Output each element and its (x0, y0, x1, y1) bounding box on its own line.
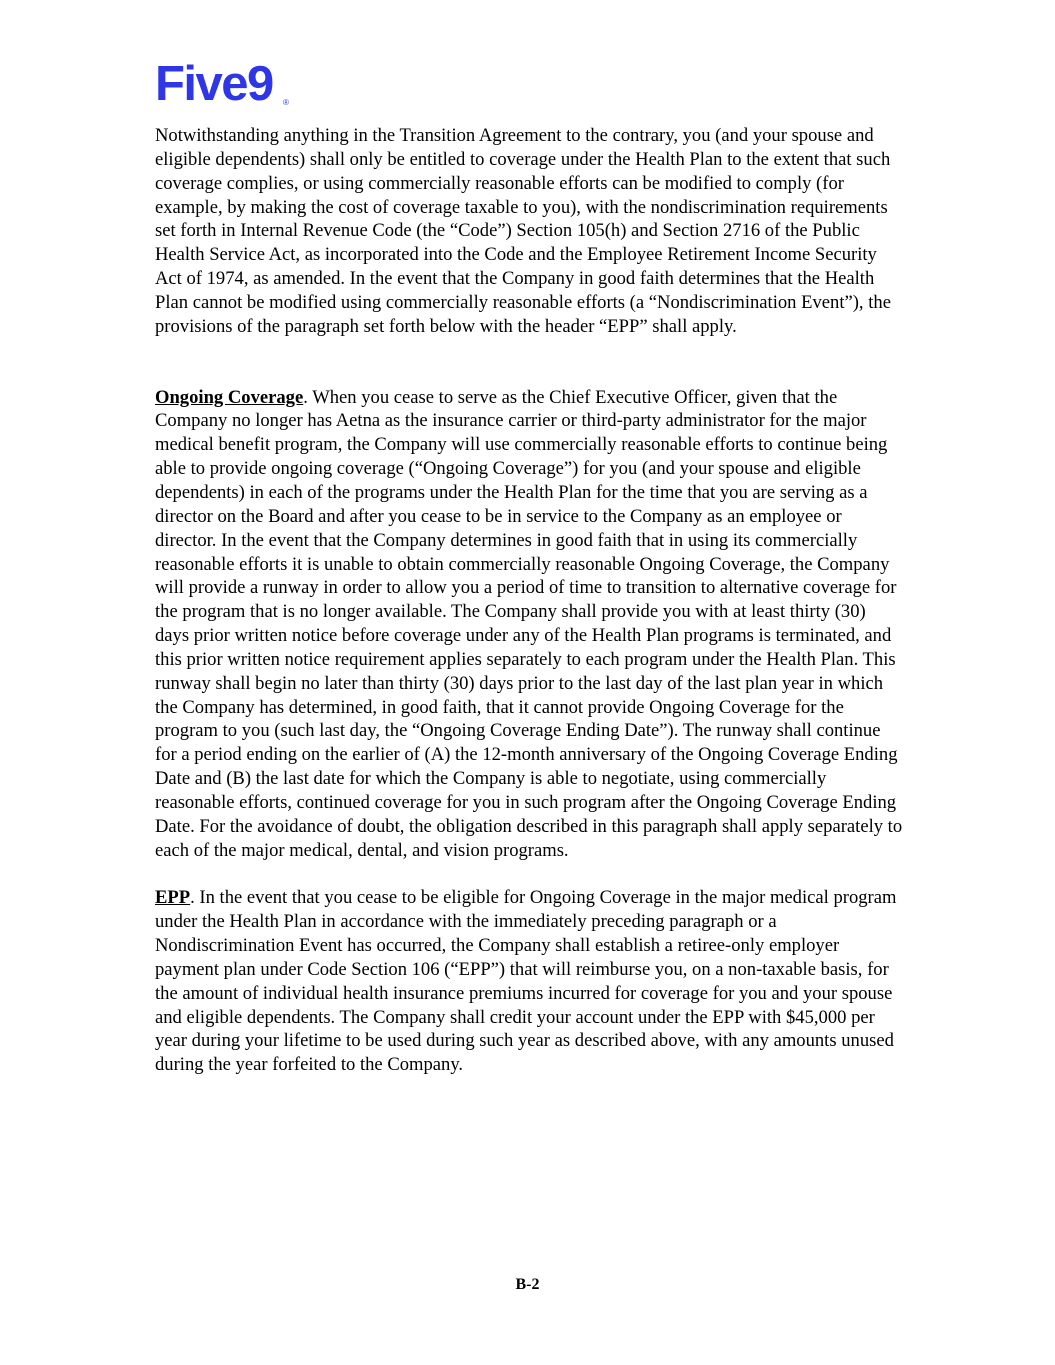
paragraph-epp (155, 886, 903, 1077)
logo-registered-mark: ® (283, 98, 289, 107)
ongoing-coverage-text: . When you cease to serve as the Chief Executive Officer, given that the Company no longer has Aetna as the insurance carrier or third-party administrator for the major medical benefit program, the Company will use commercially reasonable efforts to continue being able to provide ongoing coverage (“Ongoing Coverage”) for you (and your spouse and eligible dependents) in each of the programs under the Health Plan for the time that you are serving as a director on the Board and after you cease to be in service to the Company as an employee or director. In the event that the Company determines in good faith that in using its commercially reasonable efforts it is unable to obtain commercially reasonable Ongoing Coverage, the Company will provide a runway in order to allow you a period of time to transition to alternative coverage for the program that is no longer available. The Company shall provide you with at least thirty (30) days prior written notice before coverage under any of the Health Plan programs is terminated, and this prior written notice requirement applies separately to each program under the Health Plan. This runway shall begin no later than thirty (30) days prior to the last day of the last plan year in which the Company has determined, in good faith, that it cannot provide Ongoing Coverage for the program to you (such last day, the “Ongoing Coverage Ending Date”). The runway shall continue for a period ending on the earlier of (A) the 12-month anniversary of the Ongoing Coverage Ending Date and (B) the last date for which the Company is able to negotiate, using commercially reasonable efforts, continued coverage for you in such program after the Ongoing Coverage Ending Date. For the avoidance of doubt, the obligation described in this paragraph shall apply separately to each of the major medical, dental, and vision programs. (155, 386, 903, 861)
paragraph-ongoing-coverage (155, 386, 903, 863)
page-number: B-2 (515, 1276, 540, 1293)
five9-logo (155, 57, 289, 111)
epp-heading: EPP (155, 887, 191, 909)
paragraph-nondiscrimination: Notwithstanding anything in the Transition Agreement to the contrary, you (and your spouse and eligible dependents) shall only be entitled to coverage under the Health Plan to the extent that such coverage complies, or using commercially reasonable efforts can be modified to comply (for example, by making the cost of coverage taxable to you), with the nondiscrimination requirements set forth in Internal Revenue Code (the “Code”) Section 105(h) and Section 2716 of the Public Health Service Act, as incorporated into the Code and the Employee Retirement Income Security Act of 1974, as amended. In the event that the Company in good faith determines that the Health Plan cannot be modified using commercially reasonable efforts (a “Nondiscrimination Event”), the provisions of the paragraph set forth below with the header “EPP” shall apply. (155, 125, 891, 337)
logo-wordmark: Five9 (155, 57, 273, 111)
epp-text: . In the event that you cease to be eligible for Ongoing Coverage in the major medical program under the Health Plan in accordance with the immediately preceding paragraph or a Nondiscrimination Event has occurred, the Company shall establish a retiree-only employer payment plan under Code Section 106 (“EPP”) that will reimburse you, on a non-taxable basis, for the amount of individual health insurance premiums incurred for coverage for you and your spouse and eligible dependents. The Company shall credit your account under the EPP with $45,000 per year during your lifetime to be used during such year as described above, with any amounts unused during the year forfeited to the Company. (155, 887, 897, 1076)
ongoing-coverage-heading: Ongoing Coverage (155, 386, 304, 408)
document-body (155, 124, 903, 1077)
